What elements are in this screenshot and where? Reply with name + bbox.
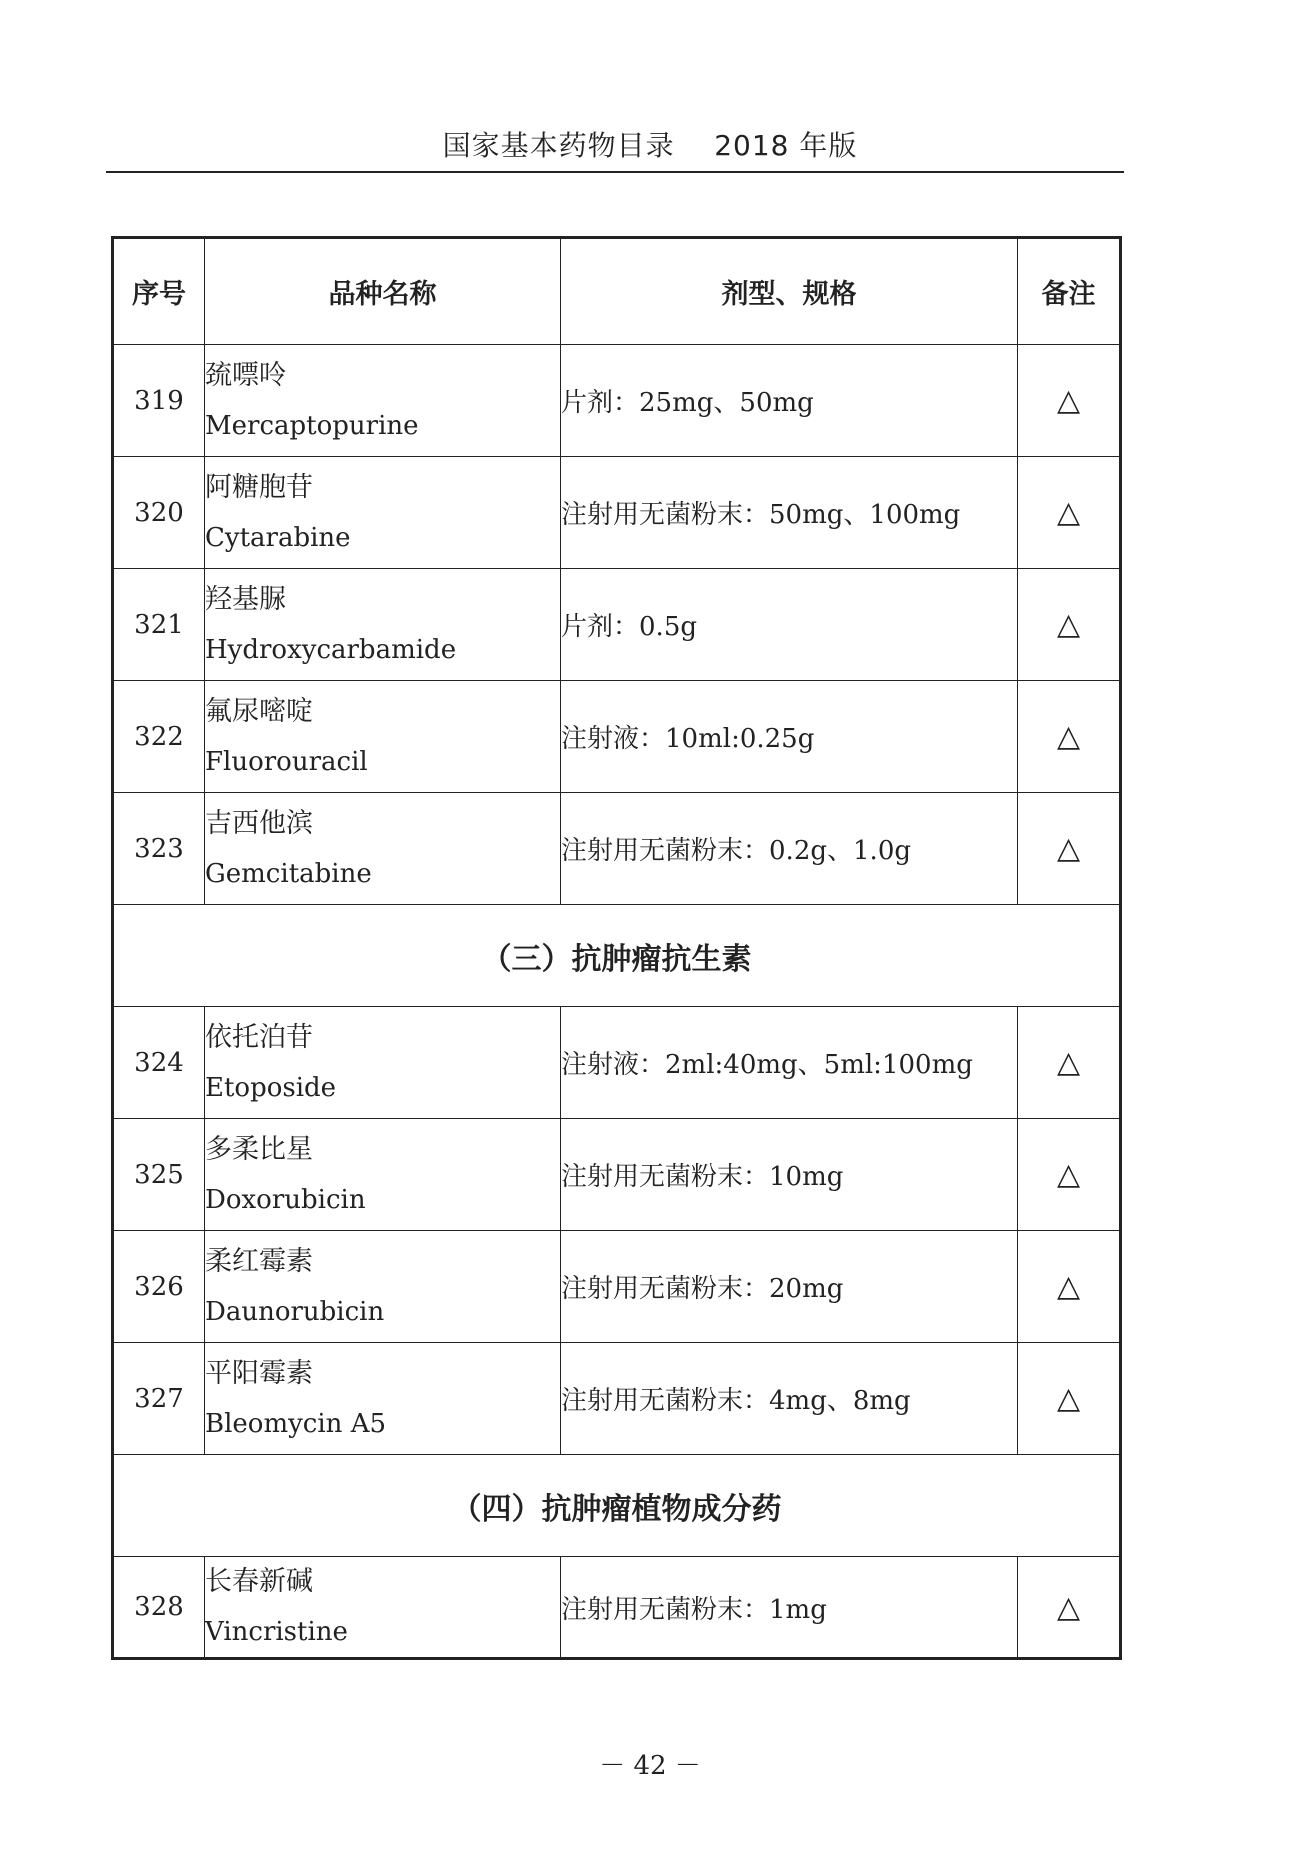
item-name-en: Etoposide [205,1072,337,1103]
table-body [113,345,1121,1659]
page-header [0,124,1300,164]
table-row [113,1119,1121,1231]
item-spec [561,569,1018,681]
col-header-note: 备注 [1018,238,1121,345]
item-name-cn: 巯嘌呤 [205,359,286,391]
item-spec [561,457,1018,569]
table-header-row [113,238,1121,345]
note-triangle: △ [1018,681,1121,793]
item-name [205,1119,561,1231]
spec-value: 4mg、8mg [769,1386,911,1416]
item-name-cn: 依托泊苷 [205,1021,313,1053]
edition-label: 2018 年版 [714,129,858,162]
item-name-cn: 平阳霉素 [205,1357,313,1389]
catalog-title: 国家基本药物目录 [442,129,675,162]
item-name-en: Bleomycin A5 [205,1408,387,1439]
item-spec [561,681,1018,793]
item-name [205,681,561,793]
item-name-cn: 吉西他滨 [205,807,313,839]
item-spec [561,1119,1018,1231]
spec-label: 注射用无菌粉末： [561,500,770,530]
item-number: 322 [113,681,205,793]
spec-label: 注射液： [561,724,666,754]
spec-value: 0.5g [639,612,698,642]
note-triangle: △ [1018,1343,1121,1455]
note-triangle: △ [1018,569,1121,681]
spec-value: 10ml:0.25g [665,724,815,754]
item-spec [561,1231,1018,1343]
item-number: 327 [113,1343,205,1455]
spec-label: 注射用无菌粉末： [561,836,770,866]
item-number: 323 [113,793,205,905]
item-number: 324 [113,1007,205,1119]
item-name [205,1007,561,1119]
item-name-en: Mercaptopurine [205,410,419,441]
item-name [205,345,561,457]
page-number: － 42 － [599,1751,701,1781]
item-name-cn: 氟尿嘧啶 [205,695,313,727]
table-row [113,1343,1121,1455]
spec-value: 50mg、100mg [769,500,961,530]
spec-label: 注射用无菌粉末： [561,1162,770,1192]
item-name [205,457,561,569]
note-triangle: △ [1018,1557,1121,1659]
col-header-no: 序号 [113,238,205,345]
item-number: 328 [113,1557,205,1659]
table-row [113,681,1121,793]
note-triangle: △ [1018,457,1121,569]
spec-value: 0.2g、1.0g [769,836,912,866]
item-spec [561,345,1018,457]
table-row [113,1007,1121,1119]
spec-value: 10mg [769,1162,844,1192]
spec-value: 20mg [769,1274,844,1304]
spec-label: 注射液： [561,1050,666,1080]
item-name [205,1343,561,1455]
note-triangle: △ [1018,793,1121,905]
item-number: 326 [113,1231,205,1343]
item-name-cn: 多柔比星 [205,1133,313,1165]
spec-value: 25mg、50mg [639,388,814,418]
table-row [113,793,1121,905]
spec-value: 2ml:40mg、5ml:100mg [665,1050,973,1080]
note-triangle: △ [1018,345,1121,457]
section-title: （三）抗肿瘤抗生素 [113,905,1121,1007]
item-name [205,1231,561,1343]
item-name [205,1557,561,1659]
item-name-en: Cytarabine [205,522,351,553]
note-triangle: △ [1018,1007,1121,1119]
item-spec [561,1343,1018,1455]
section-title: （四）抗肿瘤植物成分药 [113,1455,1121,1557]
section-row [113,1455,1121,1557]
header-divider [106,171,1124,173]
table-row [113,1231,1121,1343]
item-number: 319 [113,345,205,457]
item-number: 320 [113,457,205,569]
spec-label: 注射用无菌粉末： [561,1386,770,1416]
spec-label: 片剂： [561,612,640,642]
item-name-en: Fluorouracil [205,746,368,777]
item-name-en: Daunorubicin [205,1296,385,1327]
item-spec [561,1007,1018,1119]
spec-label: 片剂： [561,388,640,418]
item-name [205,793,561,905]
item-name-cn: 长春新碱 [205,1566,313,1597]
note-triangle: △ [1018,1231,1121,1343]
item-spec [561,793,1018,905]
item-spec [561,1557,1018,1659]
item-name-cn: 阿糖胞苷 [205,471,313,503]
item-name-en: Vincristine [205,1617,348,1647]
col-header-name: 品种名称 [205,238,561,345]
table-row [113,457,1121,569]
table-row [113,1557,1121,1659]
table-row [113,569,1121,681]
spec-label: 注射用无菌粉末： [561,1594,770,1625]
note-triangle: △ [1018,1119,1121,1231]
item-number: 321 [113,569,205,681]
item-name-cn: 柔红霉素 [205,1245,313,1277]
item-name-en: Doxorubicin [205,1184,366,1215]
item-name-cn: 羟基脲 [205,583,286,615]
col-header-spec: 剂型、规格 [561,238,1018,345]
table-row [113,345,1121,457]
section-row [113,905,1121,1007]
spec-label: 注射用无菌粉末： [561,1274,770,1304]
item-name [205,569,561,681]
spec-value: 1mg [769,1594,827,1625]
item-name-en: Hydroxycarbamide [205,634,457,665]
item-number: 325 [113,1119,205,1231]
item-name-en: Gemcitabine [205,858,372,889]
drug-table [111,236,1122,1660]
